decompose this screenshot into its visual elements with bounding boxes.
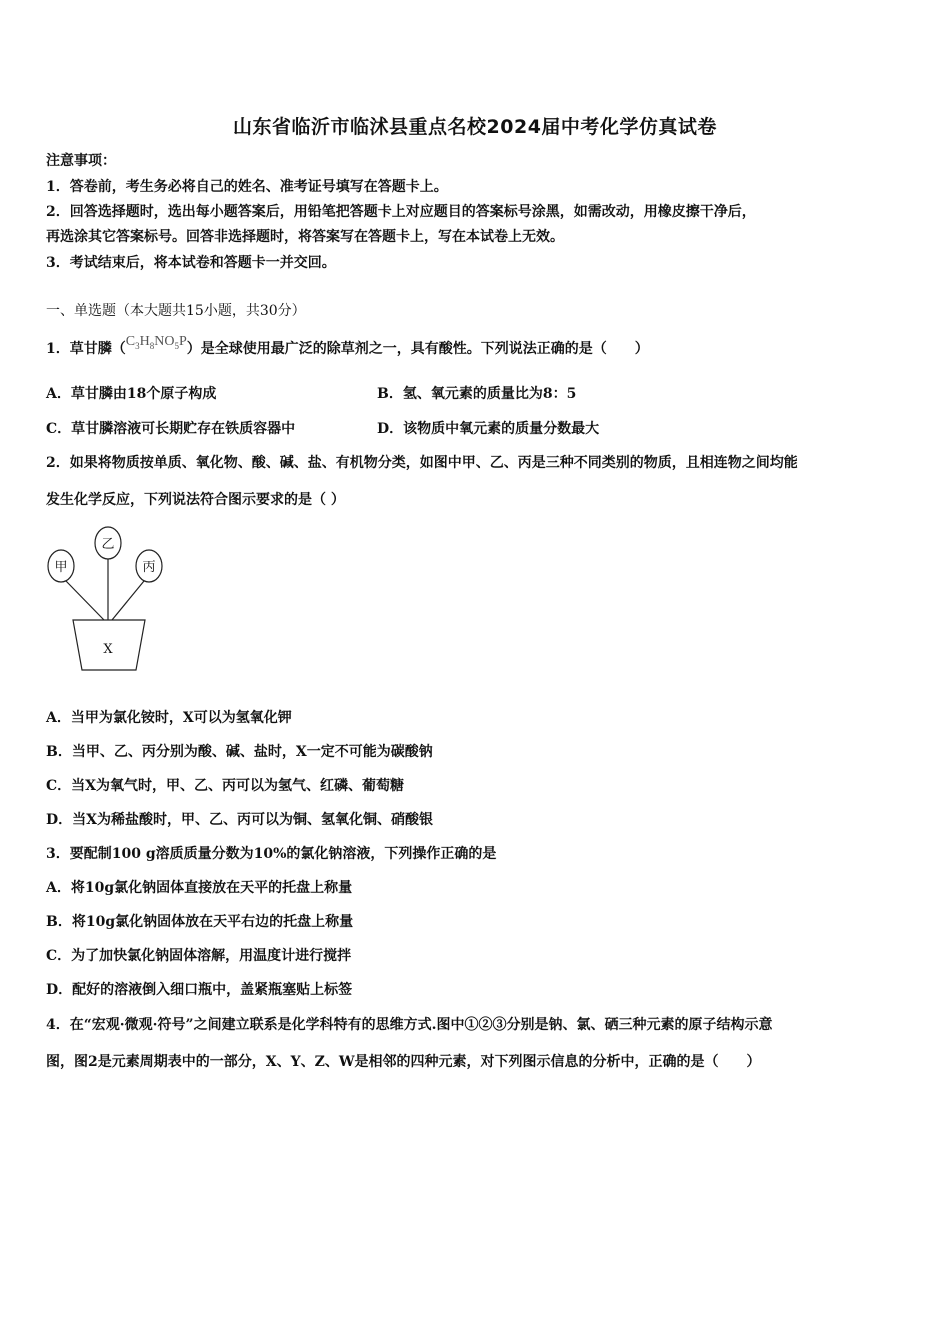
q3-option-b: B．将10g氯化钠固体放在天平右边的托盘上称量 bbox=[46, 914, 354, 930]
question-2-line-1: 2．如果将物质按单质、氧化物、酸、碱、盐、有机物分类，如图中甲、乙、丙是三种不同类别的物质，且相连物之间均能 bbox=[46, 455, 798, 471]
page-title: 山东省临沂市临沭县重点名校2024届中考化学仿真试卷 bbox=[233, 116, 717, 138]
notice-item-2: 2．回答选择题时，选出每小题答案后，用铅笔把答题卡上对应题目的答案标号涂黑，如需改动，用橡皮擦干净后， bbox=[46, 204, 756, 220]
q1-option-d: D．该物质中氧元素的质量分数最大 bbox=[377, 421, 600, 437]
label-jia: 甲 bbox=[54, 560, 68, 575]
notice-item-1: 1．答卷前，考生务必将自己的姓名、准考证号填写在答题卡上。 bbox=[46, 179, 448, 195]
question-2-line-2: 发生化学反应，下列说法符合图示要求的是（ ） bbox=[46, 492, 345, 508]
q2-option-d: D．当X为稀盐酸时，甲、乙、丙可以为铜、氢氧化铜、硝酸银 bbox=[46, 812, 434, 828]
stem-bing bbox=[112, 581, 144, 620]
q1-option-b: B．氢、氧元素的质量比为8：5 bbox=[377, 386, 577, 402]
stem-jia bbox=[66, 581, 104, 620]
q1-option-c: C．草甘膦溶液可长期贮存在铁质容器中 bbox=[46, 421, 296, 437]
label-x: X bbox=[103, 642, 113, 657]
q2-option-c: C．当X为氧气时，甲、乙、丙可以为氢气、红磷、葡萄糖 bbox=[46, 778, 405, 794]
chemical-formula: $C_3H_8NO_5P$ bbox=[125, 334, 187, 351]
q1-option-a: A．草甘膦由18个原子构成 bbox=[46, 386, 217, 402]
question-4-line-1: 4．在“宏观·微观·符号”之间建立联系是化学科特有的思维方式.图中①②③分别是钠、氯、硒三种元素的原子结构示意 bbox=[46, 1017, 773, 1033]
question-1-stem bbox=[46, 334, 649, 363]
q1-suffix: ）是全球使用最广泛的除草剂之一，具有酸性。下列说法正确的是（ ） bbox=[186, 341, 649, 357]
notice-heading: 注意事项： bbox=[46, 153, 116, 169]
q3-option-c: C．为了加快氯化钠固体溶解，用温度计进行搅拌 bbox=[46, 948, 352, 964]
q1-prefix: 1．草甘膦（ bbox=[46, 341, 126, 357]
question-3-stem: 3．要配制100 g溶质质量分数为10%的氯化钠溶液，下列操作正确的是 bbox=[46, 846, 497, 862]
label-bing: 丙 bbox=[142, 560, 156, 575]
flowerpot-diagram bbox=[44, 523, 174, 673]
section-heading: 一、单选题（本大题共15小题，共30分） bbox=[46, 303, 306, 319]
notice-item-3: 3．考试结束后，将本试卷和答题卡一并交回。 bbox=[46, 255, 336, 271]
notice-item-2-cont: 再选涂其它答案标号。回答非选择题时，将答案写在答题卡上，写在本试卷上无效。 bbox=[46, 229, 564, 245]
q2-option-b: B．当甲、乙、丙分别为酸、碱、盐时，X一定不可能为碳酸钠 bbox=[46, 744, 433, 760]
q3-option-d: D．配好的溶液倒入细口瓶中，盖紧瓶塞贴上标签 bbox=[46, 982, 353, 998]
question-4-line-2: 图，图2是元素周期表中的一部分，X、Y、Z、W是相邻的四种元素，对下列图示信息的分析中，正确的是（ ） bbox=[46, 1054, 761, 1070]
label-yi: 乙 bbox=[101, 537, 115, 552]
q3-option-a: A．将10g氯化钠固体直接放在天平的托盘上称量 bbox=[46, 880, 353, 896]
q2-option-a: A．当甲为氯化铵时，X可以为氢氧化钾 bbox=[46, 710, 292, 726]
